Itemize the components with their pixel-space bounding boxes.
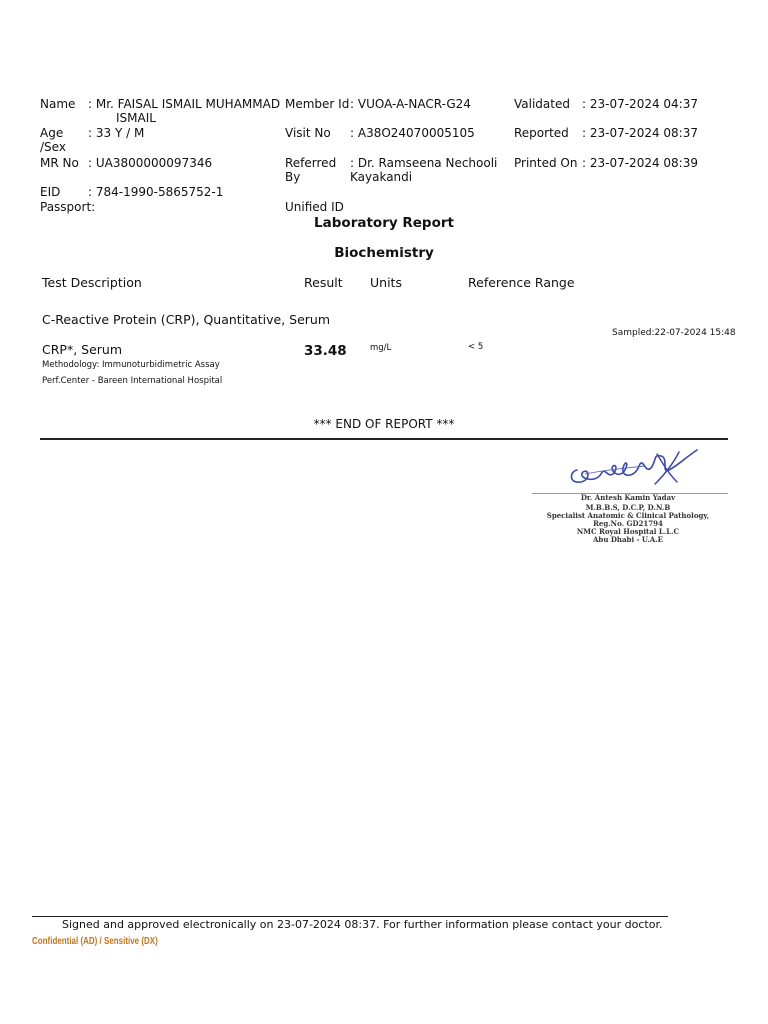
signatory-qualifications: M.B.B.S, D.C.P, D.N.B xyxy=(585,503,671,512)
referred-value: : Dr. Ramseena Nechooli xyxy=(350,156,498,170)
validated-value: : 23-07-2024 04:37 xyxy=(582,97,698,111)
test-methodology: Methodology: Immunoturbidimetric Assay xyxy=(42,360,220,370)
reported-value: : 23-07-2024 08:37 xyxy=(582,126,698,140)
visit-label: Visit No xyxy=(285,126,331,140)
col-result: Result xyxy=(304,275,343,290)
mr-value: : UA3800000097346 xyxy=(88,156,213,170)
test-name: CRP*, Serum xyxy=(42,342,123,357)
reported-label: Reported xyxy=(514,126,569,140)
member-label: Member Id xyxy=(285,97,350,111)
signatory-name: Dr. Antesh Kamin Yadav xyxy=(580,493,676,502)
printed-value: : 23-07-2024 08:39 xyxy=(582,156,698,170)
confidential-label: Confidential (AD) / Sensitive (DX) xyxy=(32,936,158,947)
end-of-report: *** END OF REPORT *** xyxy=(313,417,455,431)
name-label: Name xyxy=(40,97,76,111)
test-reference: < 5 xyxy=(468,342,484,352)
visit-value: : A38O24070005105 xyxy=(350,126,475,140)
validated-label: Validated xyxy=(514,97,570,111)
report-title: Laboratory Report xyxy=(314,215,454,231)
printed-label: Printed On xyxy=(514,156,578,170)
eid-value: : 784-1990-5865752-1 xyxy=(88,185,224,199)
section-title: Biochemistry xyxy=(334,245,434,261)
signatory-city: Abu Dhabi - U.A.E xyxy=(593,535,663,544)
col-units: Units xyxy=(370,275,402,290)
col-reference-range: Reference Range xyxy=(468,275,575,290)
end-divider xyxy=(40,438,728,440)
signatory-specialty: Specialist Anatomic & Clinical Pathology, xyxy=(546,511,710,520)
eid-label: EID xyxy=(40,185,61,199)
passport-label: Passport: xyxy=(40,200,96,214)
age-sex-value: : 33 Y / M xyxy=(88,126,145,140)
referred-label: Referred xyxy=(285,156,337,170)
unified-id-label: Unified ID xyxy=(285,200,344,214)
signatory-hospital: NMC Royal Hospital L.L.C xyxy=(576,527,680,536)
sampled-date: Sampled:22-07-2024 15:48 xyxy=(612,328,736,338)
test-unit: mg/L xyxy=(370,343,392,353)
age-label: Age xyxy=(40,126,64,140)
footer-divider xyxy=(32,916,668,917)
test-result: 33.48 xyxy=(304,343,347,359)
referred-by-label: By xyxy=(285,170,301,184)
col-test-description: Test Description xyxy=(42,275,142,290)
signatory-reg-no: Reg.No. GD21794 xyxy=(593,519,663,528)
name-value: : Mr. FAISAL ISMAIL MUHAMMAD xyxy=(88,97,281,111)
signed-approval-text: Signed and approved electronically on 23-07-2024 08:37. For further information please contact your doctor. xyxy=(62,918,663,931)
mr-label: MR No xyxy=(40,156,79,170)
perf-center: Perf.Center - Bareen International Hospital xyxy=(42,376,223,386)
sex-label: /Sex xyxy=(40,140,66,154)
signature-image xyxy=(565,444,705,494)
name-value-continued: ISMAIL xyxy=(116,111,156,125)
referred-value-continued: Kayakandi xyxy=(350,170,413,184)
member-value: : VUOA-A-NACR-G24 xyxy=(350,97,471,111)
panel-name: C-Reactive Protein (CRP), Quantitative, Serum xyxy=(42,312,331,327)
